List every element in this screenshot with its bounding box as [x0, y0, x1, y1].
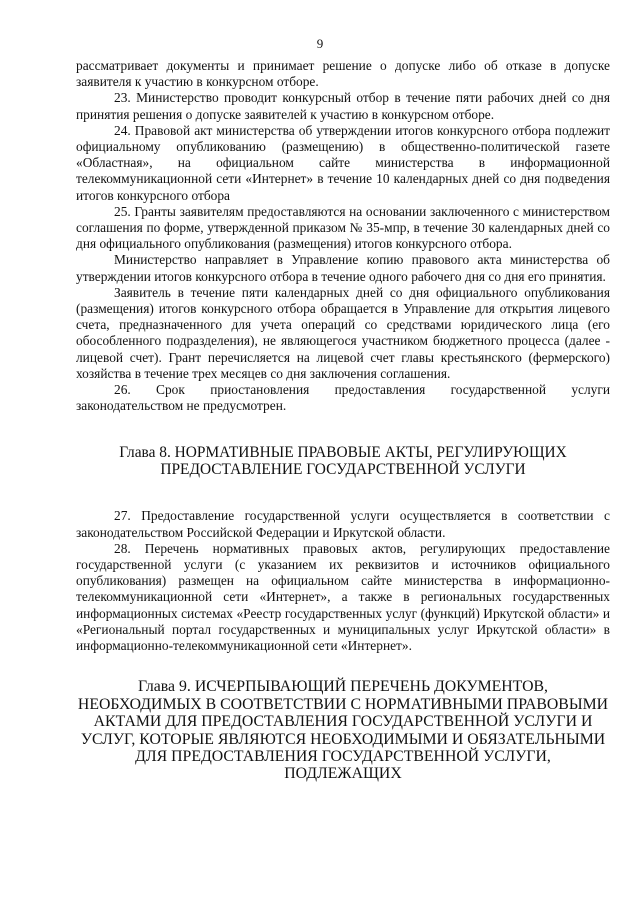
page-number: 9 [316, 36, 324, 51]
chapter-9-heading: Глава 9. ИСЧЕРПЫВАЮЩИЙ ПЕРЕЧЕНЬ ДОКУМЕНТОВ, НЕОБХОДИМЫХ В СООТВЕТСТВИИ С НОРМАТИВНЫМИ ПРАВОВЫМИ АКТАМИ ДЛЯ ПРЕДОСТАВЛЕНИЯ ГОСУДАРСТВЕННОЙ УСЛУГИ И УСЛУГ, КОТОРЫЕ ЯВЛЯЮТСЯ НЕОБХОДИМЫМИ И ОБЯЗАТЕЛЬНЫМИ ДЛЯ ПРЕДОСТАВЛЕНИЯ ГОСУДАРСТВЕННОЙ УСЛУГИ, ПОДЛЕЖАЩИХ [77, 678, 609, 783]
paragraph-27: 27. Предоставление государственной услуги осуществляется в соответствии с законодательством Российской Федерации и Иркутской области. [76, 508, 610, 540]
section-chapter-8 [76, 508, 610, 654]
paragraph: Министерство направляет в Управление копию правового акта министерства об утверждении итогов конкурсного отбора в течение одного рабочего дня со дня его принятия. [76, 252, 610, 284]
paragraph-26: 26. Срок приостановления предоставления государственной услуги законодательством не предусмотрен. [76, 382, 610, 414]
paragraph: Заявитель в течение пяти календарных дней со дня официального опубликования (размещения) итогов конкурсного отбора обращается в Управление для открытия лицевого счета, предназначенного для учета операций со средствами юридического лица (его обособленного подразделения), не являющегося участником бюджетного процесса (далее - лицевой счет). Грант перечисляется на лицевой счет главы крестьянского (фермерского) хозяйства в течение трех месяцев со дня заключения соглашения. [76, 284, 610, 381]
document-body [76, 58, 610, 783]
paragraph: рассматривает документы и принимает решение о допуске либо об отказе в допуске заявителя к участию в конкурсном отборе. [76, 58, 610, 90]
paragraph-23: 23. Министерство проводит конкурсный отбор в течение пяти рабочих дней со дня принятия решения о допуске заявителей к участию в конкурсном отборе. [76, 90, 610, 122]
paragraph-25: 25. Гранты заявителям предоставляются на основании заключенного с министерством соглашения по форме, утвержденной приказом № 35-мпр, в течение 30 календарных дней со дня официального опубликования (размещения) итогов конкурсного отбора. [76, 203, 610, 252]
paragraph-28: 28. Перечень нормативных правовых актов, регулирующих предоставление государственной услуги (с указанием их реквизитов и источников официального опубликования) размещен на официальном сайте министерства в информационно-телекоммуникационной сети «Интернет», а также в региональных государственных информационных системах «Реестр государственных услуг (функций) Иркутской области» и «Региональный портал государственных и муниципальных услуг Иркутской области» в информационно-телекоммуникационной сети «Интернет». [76, 540, 610, 654]
paragraph-24: 24. Правовой акт министерства об утверждении итогов конкурсного отбора подлежит официальному опубликованию (размещению) в общественно-политической газете «Областная», на официальном сайте министерства в информационной телекоммуникационной сети «Интернет» в течение 10 календарных дней со дня подведения итогов конкурсного отбора [76, 122, 610, 203]
chapter-8-heading: Глава 8. НОРМАТИВНЫЕ ПРАВОВЫЕ АКТЫ, РЕГУЛИРУЮЩИХ ПРЕДОСТАВЛЕНИЕ ГОСУДАРСТВЕННОЙ УСЛУГИ [119, 444, 567, 479]
section-top [76, 58, 610, 414]
